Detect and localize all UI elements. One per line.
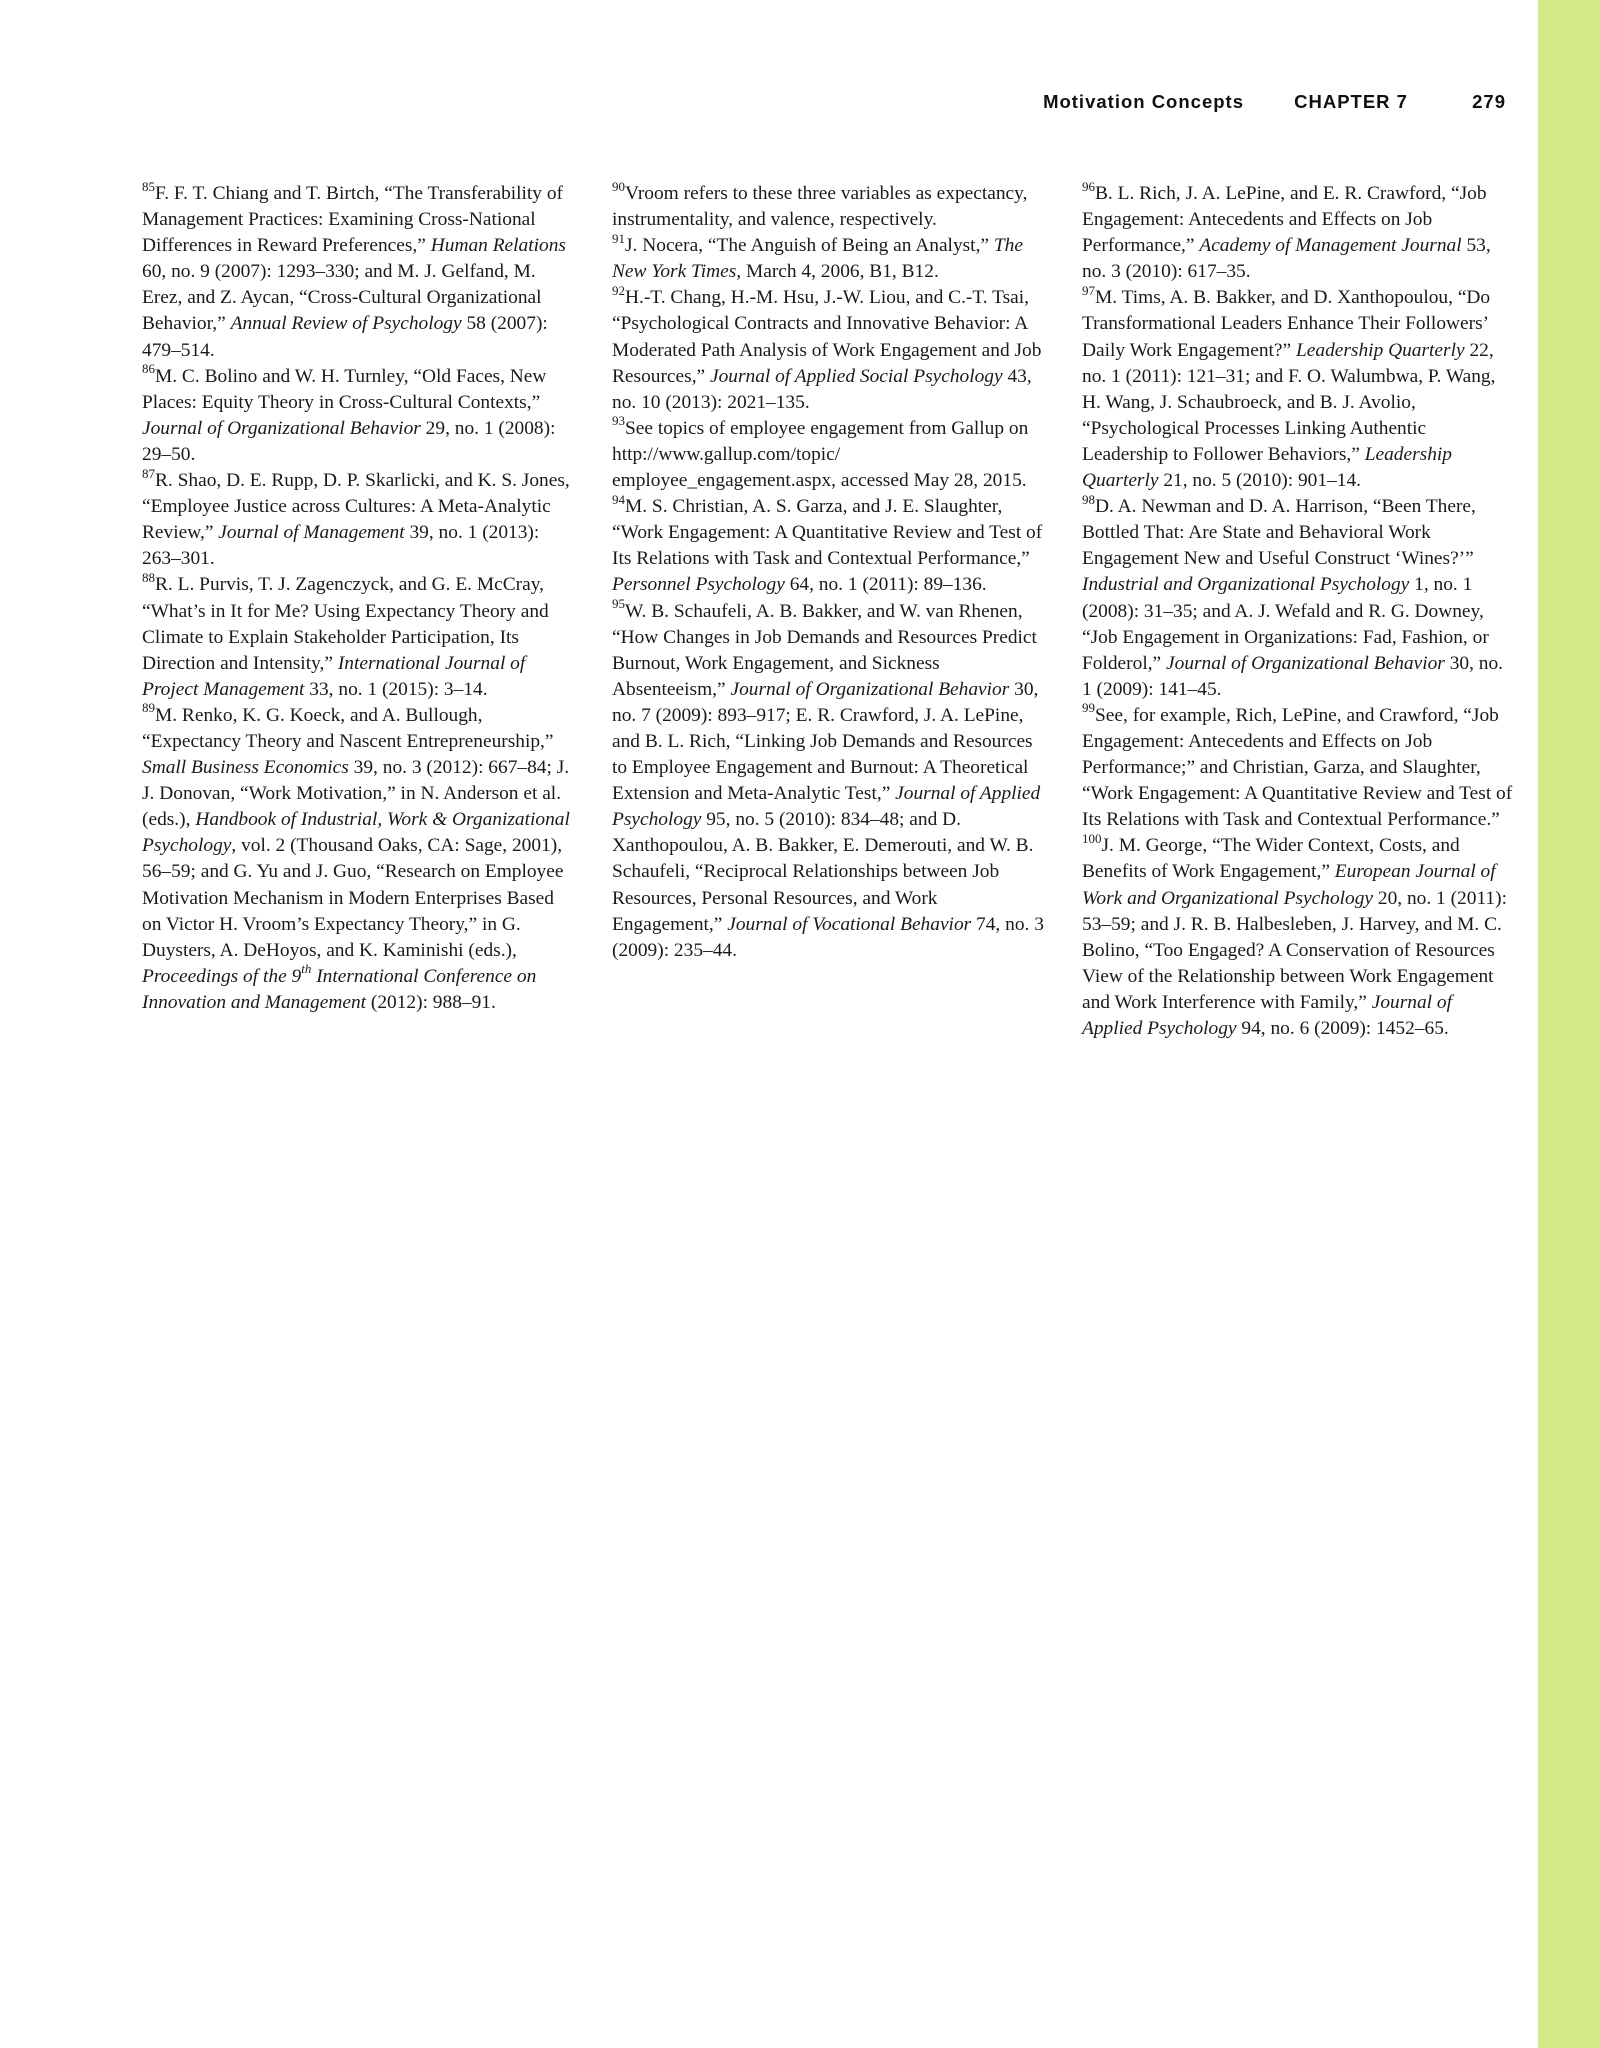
running-header (1043, 91, 1506, 113)
citation-title: Journal of Organizational Behavior (730, 678, 1010, 700)
endnote-number: 90 (612, 178, 625, 194)
endnote-number: 98 (1082, 491, 1095, 507)
citation-title: Journal of Organizational Behavior (1166, 652, 1445, 674)
endnote-99 (1082, 700, 1514, 833)
citation-title: Journal of Applied Social Psychology (710, 365, 1003, 387)
citation-title: International Conference on Innovation and Management (142, 965, 537, 1013)
citation-text: H.-T. Chang, H.-M. Hsu, J.-W. Liou, and C.-T. Tsai, “Psychological Contracts and Innovative Behavior: A Moderated Path Analysis of Work Engagement and Job Resources,” (612, 287, 1042, 387)
endnote-87 (142, 465, 574, 572)
citation-title: European Journal of Work and Organizational Psychology (1082, 861, 1496, 909)
endnote-97 (1082, 282, 1514, 494)
citation-text: 39, no. 3 (2012): 667–84; J. J. Donovan, “Work Motivation,” in N. Anderson et al. (eds.), (142, 757, 570, 831)
citation-text: 58 (2007): 479–514. (142, 313, 548, 361)
citation-text: (2012): 988–91. (366, 991, 496, 1013)
citation-title: Human Relations (430, 235, 566, 257)
endnote-number: 85 (142, 178, 155, 194)
citation-title: Personnel Psychology (612, 574, 785, 596)
citation-title: Journal of Vocational Behavior (727, 913, 972, 935)
citation-text: th (301, 961, 312, 977)
endnote-number: 94 (612, 491, 625, 507)
citation-title: Small Business Economics (142, 757, 349, 779)
endnote-92 (612, 282, 1044, 415)
citation-text: R. Shao, D. E. Rupp, D. P. Skarlicki, and K. S. Jones, “Employee Justice across Cultures: A Meta-Analytic Review,” (142, 470, 570, 544)
endnote-number: 91 (612, 230, 625, 246)
citation-title: Journal of Management (218, 522, 405, 544)
endnote-number: 86 (142, 361, 155, 377)
citation-title: Academy of Management Journal (1199, 235, 1462, 257)
citation-title: International Journal of Project Management (142, 652, 526, 700)
endnote-number: 92 (612, 282, 625, 298)
citation-text: 39, no. 1 (2013): 263–301. (142, 522, 540, 570)
citation-text: 30, no. 7 (2009): 893–917; E. R. Crawford, J. A. LePine, and B. L. Rich, “Linking Job Demands and Resources to Employee Engagement and Burnout: A Theoretical Extension and Meta-Analytic Test,” (612, 678, 1039, 805)
endnote-number: 99 (1082, 700, 1095, 716)
endnote-number: 97 (1082, 282, 1095, 298)
endnote-number: 95 (612, 596, 625, 612)
citation-title: Handbook of Industrial, Work & Organizational Psychology (142, 809, 570, 857)
citation-text: 53, no. 3 (2010): 617–35. (1082, 235, 1491, 283)
citation-title: Proceedings of the 9 (142, 965, 302, 987)
citation-text: R. L. Purvis, T. J. Zagenczyck, and G. E. McCray, “What’s in It for Me? Using Expectancy Theory and Climate to Explain Stakeholder Participation, Its Direction and Intensity,” (142, 574, 549, 674)
citation-text: 20, no. 1 (2011): 53–59; and J. R. B. Halbesleben, J. Harvey, and M. C. Bolino, “Too Engaged? A Conservation of Resources View of the Relationship between Work Engagement and Work Interference with Family,” (1082, 887, 1507, 1013)
citation-text: 21, no. 5 (2010): 901–14. (1158, 470, 1361, 492)
citation-title: Annual Review of Psychology (230, 313, 462, 335)
endnote-number: 89 (142, 700, 155, 716)
citation-text: J. M. George, “The Wider Context, Costs, and Benefits of Work Engagement,” (1082, 835, 1460, 883)
citation-text: J. Nocera, “The Anguish of Being an Analyst,” (625, 235, 994, 257)
citation-text: 95, no. 5 (2010): 834–48; and D. Xanthopoulou, A. B. Bakker, E. Demerouti, and W. B. Schaufeli, “Reciprocal Relationships between Job Resources, Personal Resources, and Work Engagement,” (612, 809, 1034, 935)
endnote-96 (1082, 178, 1514, 285)
chapter-label: CHAPTER 7 (1294, 91, 1408, 112)
citation-text: 64, no. 1 (2011): 89–136. (784, 574, 987, 596)
endnote-88 (142, 569, 574, 702)
citation-text: 74, no. 3 (2009): 235–44. (612, 913, 1044, 961)
citation-title: Industrial and Organizational Psychology (1082, 574, 1410, 596)
citation-text: 29, no. 1 (2008): 29–50. (142, 417, 556, 465)
citation-text: 33, no. 1 (2015): 3–14. (304, 678, 488, 700)
citation-text: See, for example, Rich, LePine, and Crawford, “Job Engagement: Antecedents and Effects on Job Performance;” and Christian, Garza, and Slaughter, “Work Engagement: A Quantitative Review and Test of Its Relations with Task and Contextual Performance.” (1082, 704, 1513, 831)
citation-title: Journal of Applied Psychology (612, 783, 1041, 831)
citation-text: M. Renko, K. G. Koeck, and A. Bullough, “Expectancy Theory and Nascent Entrepreneurship,” (142, 704, 554, 752)
endnote-number: 93 (612, 413, 625, 429)
citation-text: 1, no. 1 (2008): 31–35; and A. J. Wefald and R. G. Downey, “Job Engagement in Organizations: Fad, Fashion, or Folderol,” (1082, 574, 1489, 674)
endnote-89 (142, 700, 574, 1016)
citation-text: D. A. Newman and D. A. Harrison, “Been There, Bottled That: Are State and Behavioral Work Engagement New and Useful Construct ‘Wines?’” (1082, 496, 1476, 570)
notes-column-3 (1082, 178, 1514, 1042)
citation-text: B. L. Rich, J. A. LePine, and E. R. Crawford, “Job Engagement: Antecedents and Effects on Job Performance,” (1082, 183, 1487, 257)
citation-title: Journal of Applied Psychology (1082, 991, 1452, 1039)
citation-title: The New York Times, (612, 235, 1023, 283)
citation-title: Leadership Quarterly (1296, 339, 1465, 361)
citation-text: M. C. Bolino and W. H. Turnley, “Old Faces, New Places: Equity Theory in Cross-Cultural Contexts,” (142, 365, 547, 413)
citation-text: M. Tims, A. B. Bakker, and D. Xanthopoulou, “Do Transformational Leaders Enhance Their Followers’ Daily Work Engagement?” (1082, 287, 1491, 361)
citation-text: , vol. 2 (Thousand Oaks, CA: Sage, 2001), 56–59; and G. Yu and J. Guo, “Research on Employee Motivation Mechanism in Modern Enterprises Based on Victor H. Vroom’s Expectancy Theory,” in G. Duysters, A. DeHoyos, and K. Kaminishi (eds.), (142, 835, 564, 961)
notes-column-2 (612, 178, 1044, 964)
citation-text: 94, no. 6 (2009): 1452–65. (1236, 1018, 1449, 1039)
endnote-93 (612, 413, 1044, 494)
citation-text: M. S. Christian, A. S. Garza, and J. E. Slaughter, “Work Engagement: A Quantitative Review and Test of Its Relations with Task and Contextual Performance,” (612, 496, 1043, 570)
citation-text: F. F. T. Chiang and T. Birtch, “The Transferability of Management Practices: Examining Cross-National Differences in Reward Preferences,” (142, 183, 564, 257)
endnote-number: 100 (1082, 830, 1102, 846)
section-title: Motivation Concepts (1043, 91, 1244, 112)
citation-text: W. B. Schaufeli, A. B. Bakker, and W. van Rhenen, “How Changes in Job Demands and Resources Predict Burnout, Work Engagement, and Sickness Absenteeism,” (612, 600, 1037, 700)
citation-title: Journal of Organizational Behavior (142, 417, 421, 439)
page-number: 279 (1472, 91, 1506, 112)
endnote-94 (612, 491, 1044, 598)
page-edge-color-band (1538, 0, 1600, 2048)
endnote-86 (142, 361, 574, 468)
notes-column-1 (142, 178, 574, 1016)
endnote-98 (1082, 491, 1514, 703)
endnote-95 (612, 596, 1044, 964)
citation-text: 60, no. 9 (2007): 1293–330; and M. J. Gelfand, M. Erez, and Z. Aycan, “Cross-Cultural Organizational Behavior,” (142, 261, 542, 335)
citation-text: Vroom refers to these three variables as expectancy, instrumentality, and valence, respectively. (612, 183, 1028, 231)
endnote-number: 87 (142, 465, 155, 481)
endnote-91 (612, 230, 1044, 285)
citation-text: March 4, 2006, B1, B12. (741, 261, 939, 283)
citation-text: See topics of employee engagement from Gallup on http://www.gallup.com/topic/ employee_engagement.aspx, accessed May 28, 2015. (612, 417, 1029, 492)
endnote-number: 96 (1082, 178, 1095, 194)
endnote-100 (1082, 830, 1514, 1042)
citation-text: 30, no. 1 (2009): 141–45. (1082, 652, 1504, 700)
citation-title: Leadership Quarterly (1082, 443, 1452, 492)
endnote-90 (612, 178, 1044, 233)
endnote-85 (142, 178, 574, 364)
citation-text: 43, no. 10 (2013): 2021–135. (612, 365, 1032, 413)
citation-text: 22, no. 1 (2011): 121–31; and F. O. Walumbwa, P. Wang, H. Wang, J. Schaubroeck, and B. J. Avolio, “Psychological Processes Linking Authentic Leadership to Follower Behaviors,” (1082, 339, 1496, 465)
endnote-number: 88 (142, 569, 155, 585)
